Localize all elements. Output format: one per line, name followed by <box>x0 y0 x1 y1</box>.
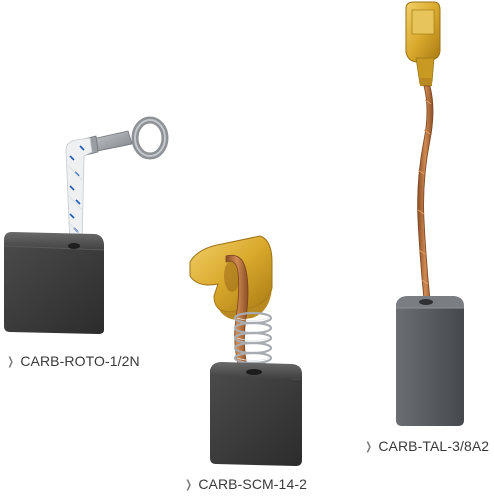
product-caption-scm[interactable] <box>184 476 307 492</box>
carbon-block <box>4 232 104 334</box>
chevron-right-icon: ❯ <box>365 440 372 453</box>
brass-cap <box>190 236 272 320</box>
carbon-block <box>396 296 464 426</box>
braided-shunt <box>66 138 92 246</box>
product-caption-roto[interactable] <box>6 353 140 369</box>
spade-connector <box>406 2 440 86</box>
product-label: CARB-ROTO-1/2N <box>20 353 140 369</box>
product-image-roto <box>4 120 165 334</box>
product-image-scm <box>190 236 302 466</box>
product-image-tal <box>396 2 464 426</box>
product-caption-tal[interactable] <box>364 438 489 454</box>
carbon-block <box>210 362 302 466</box>
copper-shunt <box>418 86 433 300</box>
chevron-right-icon: ❯ <box>7 355 14 368</box>
ring-terminal <box>80 120 165 156</box>
product-label: CARB-TAL-3/8A2 <box>378 438 490 454</box>
product-label: CARB-SCM-14-2 <box>198 476 307 492</box>
chevron-right-icon: ❯ <box>185 478 192 491</box>
